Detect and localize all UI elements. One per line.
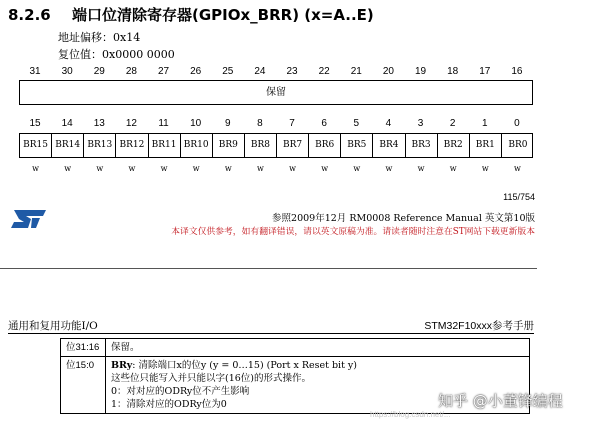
register-field: BR14	[52, 134, 84, 157]
register-field: BR2	[438, 134, 470, 157]
bit-number: 1	[482, 118, 488, 129]
bit-number: 25	[222, 66, 234, 77]
csdn-watermark: https://blog.csdn.net/...	[370, 410, 451, 419]
bit-number: 20	[382, 66, 394, 77]
register-field: BR3	[406, 134, 438, 157]
register-field: BR13	[84, 134, 116, 157]
description-line: 0：对对应的ODRy位不产生影响	[111, 386, 250, 397]
access-type: w	[321, 164, 328, 173]
register-field-row	[19, 133, 533, 158]
access-type: w	[289, 164, 295, 173]
bit-number: 24	[254, 66, 266, 77]
access-type: w	[64, 164, 71, 173]
register-field: BR10	[181, 134, 213, 157]
register-field: BR9	[213, 134, 245, 157]
description-line: 这些位只能写入并只能以字(16位)的形式操作。	[111, 373, 312, 384]
register-field: BR0	[508, 140, 528, 150]
bit-number: 5	[353, 118, 360, 129]
bit-number: 13	[93, 118, 105, 129]
register-field: BR5	[341, 134, 373, 157]
lower-bit-numbers	[19, 118, 533, 130]
page-divider	[0, 268, 537, 269]
address-offset: 地址偏移：0x14	[58, 31, 141, 44]
bit-number: 17	[479, 66, 491, 77]
zhihu-watermark: 知乎 @小董锋编程	[438, 392, 563, 410]
access-type: w	[514, 164, 520, 173]
access-type: w	[192, 164, 199, 173]
bit-number: 8	[257, 118, 263, 129]
access-type: w	[96, 164, 103, 173]
bit-number: 31	[29, 66, 41, 77]
access-type: w	[160, 164, 167, 173]
header-rule	[8, 333, 534, 334]
access-type: w	[481, 164, 488, 173]
access-type: w	[128, 164, 135, 173]
register-field: BR4	[373, 134, 405, 157]
bit-range: 位31:16	[61, 339, 106, 357]
access-type: w	[353, 164, 360, 173]
table-row	[61, 339, 530, 357]
bit-description	[106, 339, 530, 357]
bit-number: 11	[158, 118, 169, 129]
section-number: 8.2.6	[8, 6, 51, 24]
description-line: 1：清除对应的ODRy位为0	[111, 399, 227, 410]
bit-number: 9	[225, 118, 231, 129]
register-field: BR8	[245, 134, 277, 157]
description-line: 保留。	[111, 342, 140, 353]
bit-number: 14	[61, 118, 73, 129]
upper-bit-numbers	[19, 66, 533, 78]
bit-number: 23	[286, 66, 298, 77]
section-name: 端口位清除寄存器(GPIOx_BRR) (x=A..E)	[72, 6, 374, 24]
bit-number: 6	[321, 118, 327, 129]
register-field: BR11	[149, 134, 181, 157]
reference-note: 参照2009年12月 RM0008 Reference Manual 英文第10版	[272, 213, 535, 224]
reserved-field: 保留	[19, 80, 533, 105]
bit-number: 15	[29, 118, 41, 129]
bit-range: 位15:0	[61, 357, 106, 414]
bit-number: 10	[190, 118, 202, 129]
register-field: BR15	[20, 134, 52, 157]
register-field: BR7	[277, 134, 309, 157]
page-number: 115/754	[503, 192, 535, 202]
access-row	[19, 164, 533, 174]
field-name: BRy	[111, 360, 133, 371]
bit-number: 12	[125, 118, 137, 129]
description-line	[111, 359, 524, 372]
chapter-header: 通用和复用功能I/O	[8, 320, 98, 332]
register-field: BR12	[116, 134, 148, 157]
field-summary: : 清除端口x的位y (y = 0…15) (Port x Reset bit y)	[132, 360, 358, 371]
bit-number: 0	[514, 118, 520, 129]
bit-number: 19	[415, 66, 427, 77]
access-type: w	[257, 164, 263, 173]
bit-number: 2	[449, 118, 456, 129]
access-type: w	[32, 164, 38, 173]
bit-number: 21	[350, 66, 362, 77]
bit-number: 28	[125, 66, 137, 77]
register-field: BR1	[470, 134, 502, 157]
bit-number: 22	[318, 66, 330, 77]
bit-number: 30	[61, 66, 73, 77]
manual-header: STM32F10xxx参考手册	[424, 320, 534, 332]
translation-warning: 本译文仅供参考，如有翻译错误，请以英文原稿为准。请读者随时注意在ST网站下载更新版本	[171, 227, 535, 237]
bit-number: 16	[511, 66, 523, 77]
access-type: w	[224, 164, 231, 173]
bit-number: 18	[447, 66, 459, 77]
bit-number: 7	[289, 118, 295, 129]
register-field: BR6	[309, 134, 341, 157]
bit-number: 3	[417, 118, 424, 129]
bit-number: 4	[385, 118, 392, 129]
access-type: w	[449, 164, 456, 173]
access-type: w	[417, 164, 424, 173]
access-type: w	[385, 164, 392, 173]
section-title	[8, 4, 374, 25]
bit-number: 27	[158, 66, 170, 77]
bit-number: 29	[93, 66, 105, 77]
bit-number: 26	[190, 66, 202, 77]
st-logo	[10, 208, 48, 234]
reset-value: 复位值：0x0000 0000	[58, 48, 175, 61]
